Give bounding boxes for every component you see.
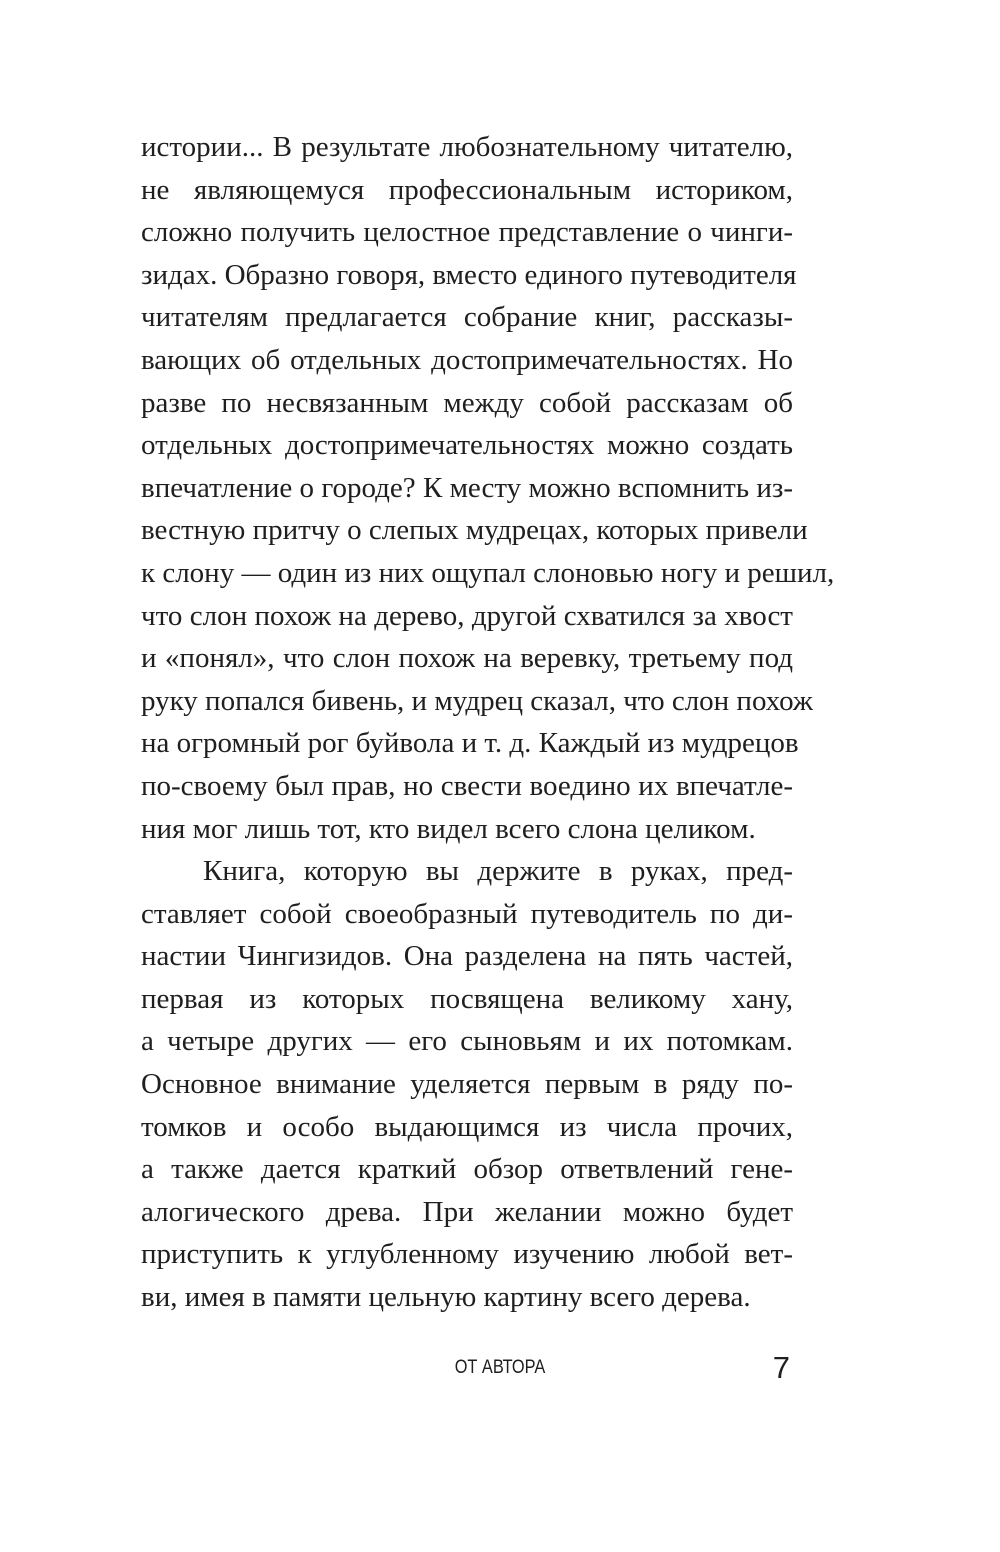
text-line: приступить к углубленному изучению любой вет- bbox=[141, 1238, 793, 1271]
text-line: вающих об отдельных достопримечательностях. Но bbox=[141, 343, 793, 376]
text-line: разве по несвязанным между собой рассказам об bbox=[141, 386, 793, 419]
text-line: первая из которых посвящена великому хану, bbox=[141, 982, 793, 1015]
text-line: не являющемуся профессиональным историком, bbox=[141, 173, 793, 206]
text-line: к слону — один из них ощупал слоновью ногу и решил, bbox=[141, 556, 835, 589]
paragraph-2 bbox=[141, 850, 793, 1319]
text-line: ви, имея в памяти цельную картину всего дерева. bbox=[141, 1281, 751, 1314]
text-line: Основное внимание уделяется первым в ряду по- bbox=[141, 1068, 793, 1101]
page-number: 7 bbox=[772, 1350, 790, 1385]
text-line: Книга, которую вы держите в руках, пред- bbox=[203, 855, 793, 888]
paragraph-1 bbox=[141, 126, 835, 850]
text-line: зидах. Образно говоря, вместо единого путеводителя bbox=[141, 258, 797, 291]
text-line: впечатление о городе? К месту можно вспомнить из- bbox=[141, 471, 793, 504]
text-line: алогического древа. При желании можно будет bbox=[141, 1195, 793, 1228]
text-line: что слон похож на дерево, другой схватился за хвост bbox=[141, 599, 793, 632]
text-line: а четыре других — его сыновьям и их потомкам. bbox=[141, 1025, 793, 1058]
text-line: вестную притчу о слепых мудрецах, которых привели bbox=[141, 514, 808, 547]
text-line: а также дается краткий обзор ответвлений гене- bbox=[141, 1153, 793, 1186]
text-line: истории... В результате любознательному читателю, bbox=[141, 131, 793, 163]
text-line: руку попался бивень, и мудрец сказал, что слон похож bbox=[141, 684, 813, 717]
running-title: ОТ АВТОРА bbox=[454, 1357, 546, 1378]
text-line: сложно получить целостное представление о чинги- bbox=[141, 216, 793, 249]
text-line: ставляет собой своеобразный путеводитель по ди- bbox=[141, 897, 793, 930]
text-line: на огромный рог буйвола и т. д. Каждый из мудрецов bbox=[141, 727, 799, 760]
text-line: настии Чингизидов. Она разделена на пять частей, bbox=[141, 940, 793, 973]
text-line: по-своему был прав, но свести воедино их впечатле- bbox=[141, 769, 793, 802]
body-text bbox=[141, 126, 835, 1319]
text-line: ния мог лишь тот, кто видел всего слона целиком. bbox=[141, 812, 756, 845]
text-line: отдельных достопримечательностях можно создать bbox=[141, 429, 793, 462]
text-line: читателям предлагается собрание книг, рассказы- bbox=[141, 301, 793, 334]
text-line: и «понял», что слон похож на веревку, третьему под bbox=[141, 642, 793, 675]
text-line: томков и особо выдающимся из числа прочих, bbox=[141, 1110, 793, 1143]
